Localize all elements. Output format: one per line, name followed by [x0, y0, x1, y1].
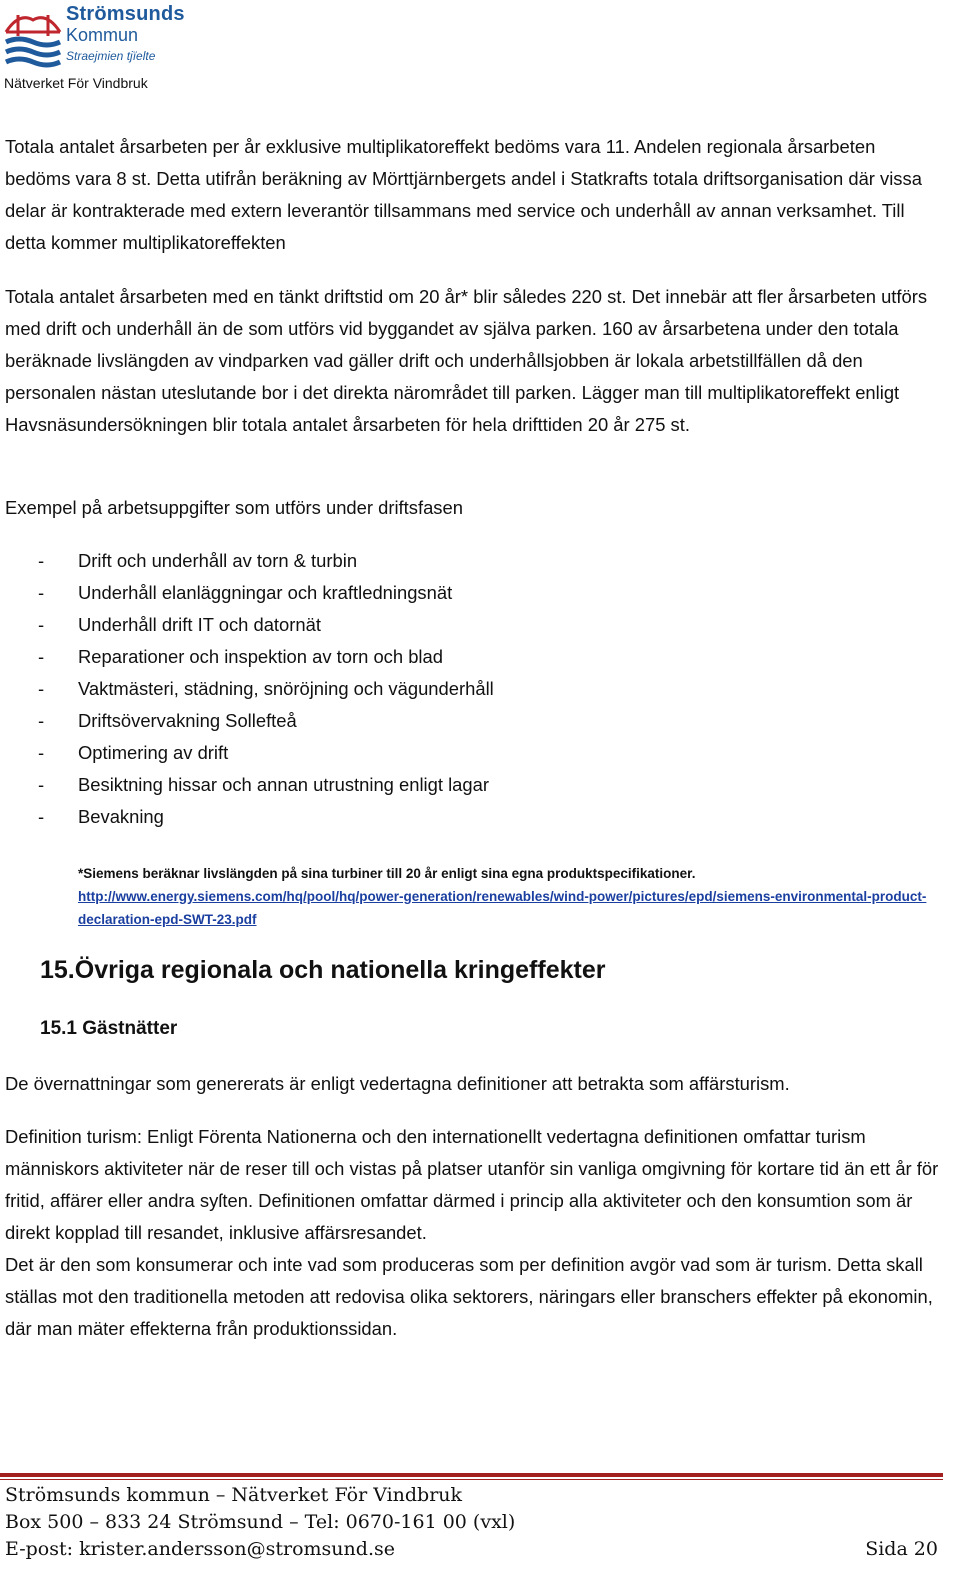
paragraph-text: Totala antalet årsarbeten per år exklusive multiplikatoreffekt bedöms vara 11. Andelen regionala årsarbeten bedöms vara 8 st. Detta utifrån beräkning av Mörttjärnbergets andel i Statkrafts totala driftsorganisation där vissa delar är kontrakterade med extern leverantör tillsammans med service och underhåll av annan verksamhet. Till detta kommer multiplikatoreffekten — [5, 136, 922, 253]
list-item — [38, 705, 938, 737]
paragraph-tourism-definition — [5, 1121, 945, 1345]
list-dash: - — [38, 774, 45, 795]
list-item-text: Vaktmästeri, städning, snöröjning och vägunderhåll — [78, 678, 494, 699]
footer-divider — [0, 1473, 943, 1477]
paragraph-text: Definition turism: Enligt Förenta Nationerna och den internationellt vedertagna definitionen omfattar turism människors aktiviteter när de reser till och vistas på platser utanför sin vanliga omgivning för kortare tid än ett år för fritid, affärer eller andra syſten. Definitionen omfattar därmed i princip alla aktiviteter och den konsumtion som är direkt kopplad till resandet, inklusive affärsresandet. — [5, 1126, 939, 1243]
footer-email: E-post: krister.andersson@stromsund.se — [5, 1538, 395, 1560]
paragraph-text: Totala antalet årsarbeten med en tänkt driftstid om 20 år* blir således 220 st. Det innebär att fler årsarbeten utförs med drift och underhåll än de som utförs vid byggandet av själva parken. 160 av årsarbetena under den totala beräknade livslängden av vindparken vad gäller drift och underhållsjobben är lokala arbetstillfällen då den personalen nästan uteslutande bor i det direkta närområdet till parken. Lägger man till multiplikatoreffekt enligt Havsnäsundersökningen blir totala antalet årsarbeten för hela drifttiden 20 år 275 st. — [5, 286, 928, 435]
network-name: Nätverket För Vindbruk — [4, 75, 148, 91]
paragraph-text: De övernattningar som genererats är enligt vedertagna definitioner att betrakta som affärsturism. — [5, 1073, 790, 1094]
list-item — [38, 609, 938, 641]
list-item-text: Drift och underhåll av torn & turbin — [78, 550, 358, 571]
list-item-text: Reparationer och inspektion av torn och blad — [78, 646, 443, 667]
list-item — [38, 577, 938, 609]
paragraph-examples-intro — [5, 492, 945, 524]
list-item-text: Underhåll drift IT och datornät — [78, 614, 321, 635]
list-item — [38, 801, 938, 833]
list-dash: - — [38, 582, 45, 603]
paragraph-text: Exempel på arbetsuppgifter som utförs under driftsfasen — [5, 497, 463, 518]
footer-divider-thin — [0, 1479, 943, 1480]
list-item-text: Driftsövervakning Sollefteå — [78, 710, 297, 731]
paragraph-operation-period — [5, 281, 945, 441]
list-item — [38, 769, 938, 801]
list-dash: - — [38, 710, 45, 731]
paragraph-text: Det är den som konsumerar och inte vad som produceras som per definition avgör vad som är turism. Detta skall ställas mot den traditionella metoden att redovisa olika sektorers, näringars eller branschers effekter på ekonomin, där man mäter effekterna från produktionssidan. — [5, 1254, 933, 1339]
footnote-link[interactable]: http://www.energy.siemens.com/hq/pool/hq/power-generation/renewables/wind-power/pictures/epd/siemens-environmental-product-declaration-epd-SWT-23.pdf — [78, 889, 927, 927]
bridge-crest-icon — [4, 2, 64, 72]
list-dash: - — [38, 614, 45, 635]
list-item — [38, 673, 938, 705]
list-dash: - — [38, 742, 45, 763]
list-item-text: Underhåll elanläggningar och kraftledningsnät — [78, 582, 453, 603]
list-item-text: Bevakning — [78, 806, 164, 827]
list-item-text: Besiktning hissar och annan utrustning enligt lagar — [78, 774, 489, 795]
list-item-text: Optimering av drift — [78, 742, 229, 763]
footer-line-1: Strömsunds kommun – Nätverket För Vindbruk — [5, 1484, 463, 1506]
list-dash: - — [38, 678, 45, 699]
list-item — [38, 641, 938, 673]
brand-name-line2: Kommun — [66, 25, 139, 45]
footer-line-2: Box 500 – 833 24 Strömsund – Tel: 0670-161 00 (vxl) — [5, 1511, 516, 1533]
list-dash: - — [38, 806, 45, 827]
footnote — [78, 862, 938, 931]
footnote-text: *Siemens beräknar livslängden på sina turbiner till 20 år enligt sina egna produktspecifikationer. — [78, 866, 696, 881]
paragraph-work-years — [5, 131, 945, 259]
page-number: Sida 20 — [865, 1538, 938, 1560]
list-dash: - — [38, 550, 45, 571]
paragraph-overnights — [5, 1068, 945, 1100]
section-heading: 15.Övriga regionala och nationella kringeffekter — [40, 956, 606, 984]
task-list — [38, 545, 938, 833]
brand-name-line1: Strömsunds — [66, 3, 185, 25]
list-item — [38, 737, 938, 769]
list-item — [38, 545, 938, 577]
brand-name-line3: Straejmien tjïelte — [66, 49, 156, 63]
subsection-heading: 15.1 Gästnätter — [40, 1018, 178, 1039]
list-dash: - — [38, 646, 45, 667]
